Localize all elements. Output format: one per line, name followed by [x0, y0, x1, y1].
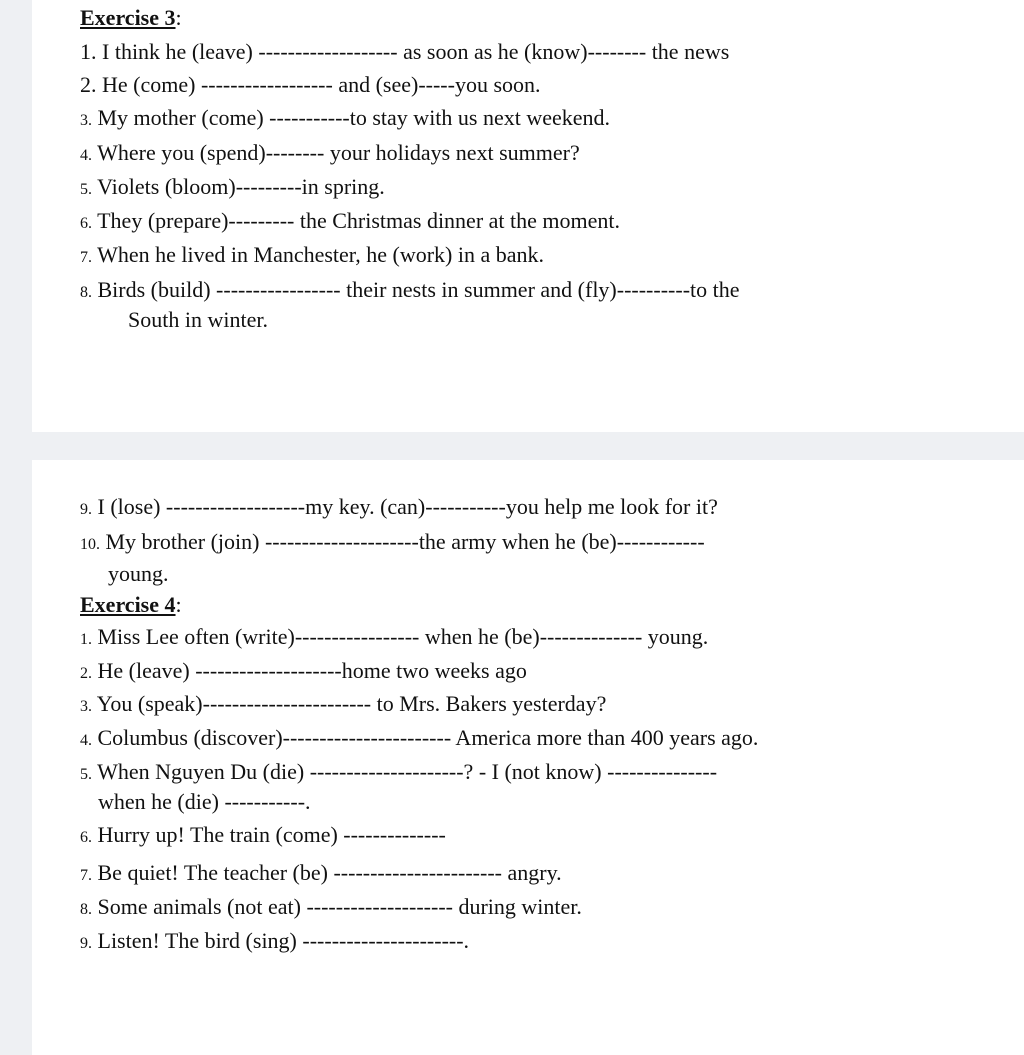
- item-text: Violets (bloom)---------in spring.: [97, 174, 385, 199]
- list-item: [80, 927, 1004, 958]
- item-number: 8.: [80, 901, 92, 918]
- item-text: I think he (leave) ------------------- as soon as he (know)-------- the news: [102, 39, 730, 64]
- item-text: He (leave) --------------------home two weeks ago: [97, 658, 527, 683]
- list-item: [80, 893, 1004, 924]
- list-item: [80, 657, 1004, 688]
- document-page-1: [32, 0, 1024, 432]
- list-item: [80, 821, 1004, 852]
- list-item: [80, 528, 1004, 559]
- item-number: 2.: [80, 665, 92, 682]
- list-item: [80, 104, 1004, 135]
- list-item: [80, 173, 1004, 204]
- item-number: 2.: [80, 72, 97, 97]
- list-item-continuation: [128, 306, 1004, 334]
- item-text: South in winter.: [128, 307, 268, 332]
- list-item: [80, 623, 1004, 654]
- item-number: 8.: [80, 284, 92, 301]
- list-item: [80, 139, 1004, 170]
- list-item: [80, 241, 1004, 272]
- list-item: [80, 758, 1004, 789]
- item-number: 3.: [80, 698, 92, 715]
- item-number: 6.: [80, 829, 92, 846]
- item-number: 7.: [80, 249, 92, 266]
- item-text: He (come) ------------------ and (see)-----you soon.: [102, 72, 541, 97]
- exercise-4-heading: Exercise 4:: [80, 592, 182, 617]
- list-item: [80, 38, 1004, 66]
- item-number: 5.: [80, 181, 92, 198]
- document-page-2: [32, 460, 1024, 1055]
- item-text: young.: [108, 561, 169, 586]
- item-number: 9.: [80, 935, 92, 952]
- list-item-continuation: [98, 788, 1004, 816]
- item-text: Listen! The bird (sing) ----------------------.: [97, 928, 470, 953]
- exercise-4-title: Exercise 4: [80, 592, 176, 617]
- exercise-3-title: Exercise 3: [80, 5, 176, 30]
- list-item: [80, 859, 1004, 890]
- item-text: They (prepare)--------- the Christmas dinner at the moment.: [97, 208, 621, 233]
- list-item: [80, 690, 1004, 721]
- item-number: 1.: [80, 631, 92, 648]
- item-text: Miss Lee often (write)----------------- when he (be)-------------- young.: [97, 624, 709, 649]
- item-text: Where you (spend)-------- your holidays next summer?: [97, 140, 580, 165]
- item-number: 4.: [80, 732, 92, 749]
- item-text: Columbus (discover)----------------------- America more than 400 years ago.: [97, 725, 759, 750]
- item-text: when he (die) -----------.: [98, 789, 311, 814]
- item-text: I (lose) -------------------my key. (can)-----------you help me look for it?: [97, 494, 718, 519]
- list-item: [80, 493, 1004, 524]
- list-item: [80, 724, 1004, 755]
- item-number: 9.: [80, 501, 92, 518]
- item-text: Birds (build) ----------------- their nests in summer and (fly)----------to the: [97, 277, 740, 302]
- item-text: Be quiet! The teacher (be) ----------------------- angry.: [97, 860, 562, 885]
- item-text: When Nguyen Du (die) ---------------------? - I (not know) ---------------: [97, 759, 718, 784]
- item-text: Hurry up! The train (come) --------------: [97, 822, 446, 847]
- list-item: [80, 71, 1004, 99]
- list-item: [80, 276, 1004, 307]
- item-number: 10.: [80, 536, 100, 553]
- item-text: My mother (come) -----------to stay with us next weekend.: [97, 105, 611, 130]
- item-number: 7.: [80, 867, 92, 884]
- item-number: 4.: [80, 147, 92, 164]
- item-number: 1.: [80, 39, 97, 64]
- item-number: 5.: [80, 766, 92, 783]
- list-item: [80, 207, 1004, 238]
- item-text: When he lived in Manchester, he (work) in a bank.: [97, 242, 545, 267]
- item-text: You (speak)----------------------- to Mrs. Bakers yesterday?: [96, 691, 607, 716]
- item-text: Some animals (not eat) -------------------- during winter.: [97, 894, 582, 919]
- item-text: My brother (join) ---------------------the army when he (be)------------: [105, 529, 705, 554]
- item-number: 3.: [80, 112, 92, 129]
- exercise-3-heading: Exercise 3:: [80, 5, 182, 30]
- item-number: 6.: [80, 215, 92, 232]
- list-item-continuation: [108, 560, 1004, 588]
